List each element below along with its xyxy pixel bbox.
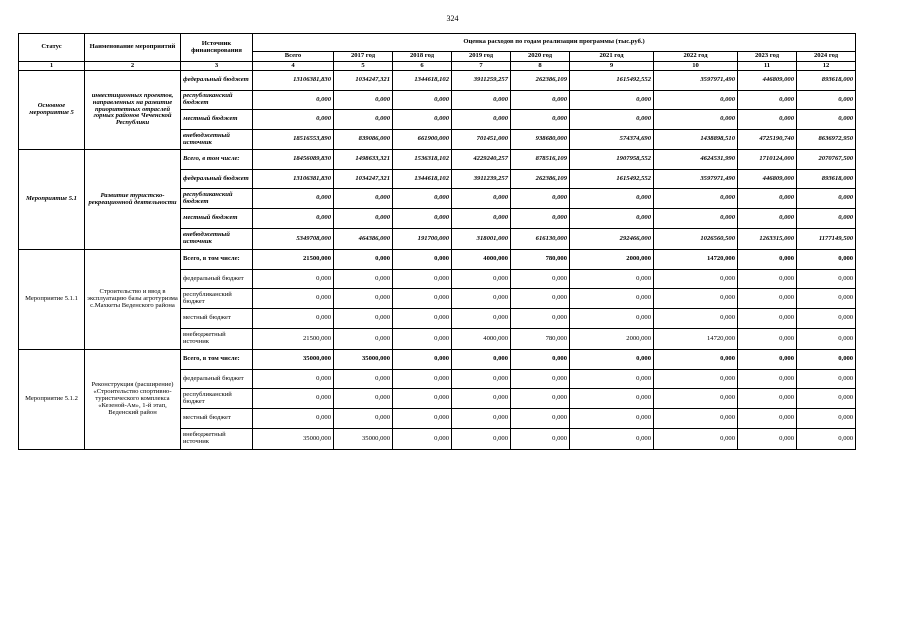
status-cell: Мероприятие 5.1.1 bbox=[19, 250, 85, 350]
amount-cell: 0,000 bbox=[452, 289, 511, 309]
amount-cell: 0,000 bbox=[393, 350, 452, 370]
amount-cell: 0,000 bbox=[570, 110, 654, 130]
amount-cell: 3911239,257 bbox=[452, 170, 511, 189]
amount-cell: 0,000 bbox=[452, 209, 511, 229]
header-year: 2021 год bbox=[570, 52, 654, 62]
amount-cell: 0,000 bbox=[797, 429, 856, 450]
amount-cell: 0,000 bbox=[797, 309, 856, 329]
activity-name-cell: Реконструкция (расширение) «Строительство спортивно-туристического комплекса «Кезеной-Ам», 1-й этап, Веденский район bbox=[85, 350, 181, 450]
amount-cell: 0,000 bbox=[738, 250, 797, 270]
amount-cell: 0,000 bbox=[511, 289, 570, 309]
amount-cell: 1263315,000 bbox=[738, 229, 797, 250]
funding-source-cell: Всего, в том числе: bbox=[181, 350, 253, 370]
amount-cell: 0,000 bbox=[253, 110, 334, 130]
amount-cell: 0,000 bbox=[452, 309, 511, 329]
amount-cell: 780,000 bbox=[511, 250, 570, 270]
amount-cell: 0,000 bbox=[654, 110, 738, 130]
amount-cell: 0,000 bbox=[334, 289, 393, 309]
column-number: 12 bbox=[797, 62, 856, 71]
amount-cell: 0,000 bbox=[570, 429, 654, 450]
table-row bbox=[19, 250, 856, 270]
amount-cell: 4000,000 bbox=[452, 329, 511, 350]
header-year: 2020 год bbox=[511, 52, 570, 62]
amount-cell: 574374,690 bbox=[570, 130, 654, 150]
amount-cell: 839086,000 bbox=[334, 130, 393, 150]
funding-source-cell: республиканский бюджет bbox=[181, 289, 253, 309]
amount-cell: 18456089,830 bbox=[253, 150, 334, 170]
amount-cell: 1177149,500 bbox=[797, 229, 856, 250]
column-number: 11 bbox=[738, 62, 797, 71]
amount-cell: 0,000 bbox=[570, 389, 654, 409]
amount-cell: 938680,000 bbox=[511, 130, 570, 150]
column-number: 1 bbox=[19, 62, 85, 71]
amount-cell: 0,000 bbox=[511, 91, 570, 110]
amount-cell: 0,000 bbox=[393, 270, 452, 289]
amount-cell: 0,000 bbox=[452, 370, 511, 389]
amount-cell: 0,000 bbox=[452, 189, 511, 209]
funding-source-cell: Всего, в том числе: bbox=[181, 250, 253, 270]
amount-cell: 13106381,830 bbox=[253, 71, 334, 91]
amount-cell: 2000,000 bbox=[570, 329, 654, 350]
amount-cell: 0,000 bbox=[334, 270, 393, 289]
amount-cell: 0,000 bbox=[253, 309, 334, 329]
funding-source-cell: федеральный бюджет bbox=[181, 370, 253, 389]
header-name: Наименование мероприятий bbox=[85, 34, 181, 62]
amount-cell: 0,000 bbox=[334, 389, 393, 409]
amount-cell: 0,000 bbox=[738, 389, 797, 409]
amount-cell: 1615492,552 bbox=[570, 71, 654, 91]
funding-source-cell: федеральный бюджет bbox=[181, 270, 253, 289]
amount-cell: 21500,000 bbox=[253, 329, 334, 350]
amount-cell: 780,000 bbox=[511, 329, 570, 350]
header-source: Источник финансирования bbox=[181, 34, 253, 62]
budget-table bbox=[18, 33, 856, 450]
amount-cell: 0,000 bbox=[393, 389, 452, 409]
amount-cell: 1498633,321 bbox=[334, 150, 393, 170]
amount-cell: 0,000 bbox=[334, 309, 393, 329]
status-cell: Основное мероприятие 5 bbox=[19, 71, 85, 150]
amount-cell: 878516,109 bbox=[511, 150, 570, 170]
amount-cell: 35000,000 bbox=[334, 350, 393, 370]
header-year: 2023 год bbox=[738, 52, 797, 62]
amount-cell: 4624531,990 bbox=[654, 150, 738, 170]
amount-cell: 0,000 bbox=[511, 110, 570, 130]
amount-cell: 0,000 bbox=[797, 110, 856, 130]
funding-source-cell: внебюджетный источник bbox=[181, 130, 253, 150]
amount-cell: 1615492,552 bbox=[570, 170, 654, 189]
header-year: 2017 год bbox=[334, 52, 393, 62]
amount-cell: 292466,000 bbox=[570, 229, 654, 250]
amount-cell: 0,000 bbox=[654, 350, 738, 370]
amount-cell: 0,000 bbox=[334, 209, 393, 229]
amount-cell: 0,000 bbox=[570, 209, 654, 229]
amount-cell: 0,000 bbox=[654, 189, 738, 209]
amount-cell: 0,000 bbox=[738, 289, 797, 309]
amount-cell: 0,000 bbox=[570, 370, 654, 389]
amount-cell: 0,000 bbox=[738, 409, 797, 429]
funding-source-cell: республиканский бюджет bbox=[181, 389, 253, 409]
amount-cell: 0,000 bbox=[511, 309, 570, 329]
amount-cell: 893618,000 bbox=[797, 170, 856, 189]
status-cell: Мероприятие 5.1 bbox=[19, 150, 85, 250]
amount-cell: 1536318,102 bbox=[393, 150, 452, 170]
activity-name-cell: Развитие туристско-рекреационной деятельности bbox=[85, 150, 181, 250]
amount-cell: 0,000 bbox=[253, 389, 334, 409]
amount-cell: 661900,000 bbox=[393, 130, 452, 150]
column-number: 10 bbox=[654, 62, 738, 71]
amount-cell: 0,000 bbox=[654, 370, 738, 389]
amount-cell: 0,000 bbox=[738, 429, 797, 450]
amount-cell: 262386,109 bbox=[511, 170, 570, 189]
funding-source-cell: местный бюджет bbox=[181, 309, 253, 329]
amount-cell: 0,000 bbox=[452, 429, 511, 450]
amount-cell: 0,000 bbox=[797, 370, 856, 389]
amount-cell: 0,000 bbox=[334, 189, 393, 209]
amount-cell: 0,000 bbox=[334, 409, 393, 429]
amount-cell: 0,000 bbox=[452, 350, 511, 370]
header-year: 2024 год bbox=[797, 52, 856, 62]
amount-cell: 0,000 bbox=[452, 389, 511, 409]
funding-source-cell: республиканский бюджет bbox=[181, 189, 253, 209]
page-number: 324 bbox=[446, 14, 459, 23]
column-number: 7 bbox=[452, 62, 511, 71]
amount-cell: 0,000 bbox=[570, 91, 654, 110]
amount-cell: 464386,000 bbox=[334, 229, 393, 250]
amount-cell: 35000,000 bbox=[334, 429, 393, 450]
amount-cell: 0,000 bbox=[738, 329, 797, 350]
amount-cell: 0,000 bbox=[253, 91, 334, 110]
amount-cell: 0,000 bbox=[511, 429, 570, 450]
amount-cell: 0,000 bbox=[738, 270, 797, 289]
amount-cell: 0,000 bbox=[253, 189, 334, 209]
amount-cell: 1710124,000 bbox=[738, 150, 797, 170]
amount-cell: 0,000 bbox=[570, 409, 654, 429]
amount-cell: 0,000 bbox=[654, 289, 738, 309]
amount-cell: 0,000 bbox=[570, 350, 654, 370]
amount-cell: 18516553,890 bbox=[253, 130, 334, 150]
amount-cell: 0,000 bbox=[334, 370, 393, 389]
amount-cell: 5349708,000 bbox=[253, 229, 334, 250]
amount-cell: 0,000 bbox=[334, 91, 393, 110]
amount-cell: 0,000 bbox=[570, 289, 654, 309]
amount-cell: 1034247,321 bbox=[334, 170, 393, 189]
funding-source-cell: федеральный бюджет bbox=[181, 71, 253, 91]
column-number: 5 bbox=[334, 62, 393, 71]
amount-cell: 0,000 bbox=[511, 270, 570, 289]
amount-cell: 0,000 bbox=[797, 91, 856, 110]
amount-cell: 318001,000 bbox=[452, 229, 511, 250]
header-year: 2018 год bbox=[393, 52, 452, 62]
amount-cell: 0,000 bbox=[570, 270, 654, 289]
amount-cell: 3597971,490 bbox=[654, 71, 738, 91]
amount-cell: 0,000 bbox=[253, 270, 334, 289]
amount-cell: 0,000 bbox=[393, 370, 452, 389]
amount-cell: 0,000 bbox=[738, 209, 797, 229]
amount-cell: 0,000 bbox=[452, 270, 511, 289]
amount-cell: 13106381,830 bbox=[253, 170, 334, 189]
column-number: 8 bbox=[511, 62, 570, 71]
header-estimate: Оценка расходов по годам реализации программы (тыс.руб.) bbox=[253, 34, 856, 52]
amount-cell: 0,000 bbox=[334, 110, 393, 130]
funding-source-cell: внебюджетный источник bbox=[181, 329, 253, 350]
amount-cell: 0,000 bbox=[738, 309, 797, 329]
amount-cell: 0,000 bbox=[797, 409, 856, 429]
amount-cell: 0,000 bbox=[797, 250, 856, 270]
amount-cell: 1344618,102 bbox=[393, 170, 452, 189]
amount-cell: 0,000 bbox=[511, 409, 570, 429]
amount-cell: 0,000 bbox=[511, 209, 570, 229]
amount-cell: 35000,000 bbox=[253, 350, 334, 370]
amount-cell: 0,000 bbox=[797, 189, 856, 209]
amount-cell: 4725190,740 bbox=[738, 130, 797, 150]
amount-cell: 0,000 bbox=[797, 270, 856, 289]
amount-cell: 0,000 bbox=[654, 429, 738, 450]
amount-cell: 1344618,102 bbox=[393, 71, 452, 91]
amount-cell: 1026560,500 bbox=[654, 229, 738, 250]
funding-source-cell: местный бюджет bbox=[181, 110, 253, 130]
amount-cell: 0,000 bbox=[452, 91, 511, 110]
amount-cell: 0,000 bbox=[797, 350, 856, 370]
amount-cell: 0,000 bbox=[654, 91, 738, 110]
amount-cell: 0,000 bbox=[738, 91, 797, 110]
amount-cell: 21500,000 bbox=[253, 250, 334, 270]
amount-cell: 446809,000 bbox=[738, 71, 797, 91]
amount-cell: 0,000 bbox=[393, 429, 452, 450]
amount-cell: 0,000 bbox=[393, 91, 452, 110]
funding-source-cell: федеральный бюджет bbox=[181, 170, 253, 189]
amount-cell: 4000,000 bbox=[452, 250, 511, 270]
column-number: 9 bbox=[570, 62, 654, 71]
amount-cell: 0,000 bbox=[738, 370, 797, 389]
amount-cell: 893618,000 bbox=[797, 71, 856, 91]
amount-cell: 0,000 bbox=[797, 289, 856, 309]
amount-cell: 0,000 bbox=[654, 309, 738, 329]
amount-cell: 4229240,257 bbox=[452, 150, 511, 170]
amount-cell: 1438898,510 bbox=[654, 130, 738, 150]
amount-cell: 0,000 bbox=[797, 389, 856, 409]
amount-cell: 0,000 bbox=[452, 110, 511, 130]
funding-source-cell: внебюджетный источник bbox=[181, 429, 253, 450]
amount-cell: 35000,000 bbox=[253, 429, 334, 450]
amount-cell: 0,000 bbox=[511, 389, 570, 409]
amount-cell: 0,000 bbox=[738, 350, 797, 370]
table-row bbox=[19, 150, 856, 170]
amount-cell: 0,000 bbox=[738, 110, 797, 130]
amount-cell: 0,000 bbox=[393, 289, 452, 309]
amount-cell: 1034247,321 bbox=[334, 71, 393, 91]
funding-source-cell: местный бюджет bbox=[181, 209, 253, 229]
amount-cell: 0,000 bbox=[253, 370, 334, 389]
header-year: 2019 год bbox=[452, 52, 511, 62]
amount-cell: 0,000 bbox=[393, 209, 452, 229]
amount-cell: 0,000 bbox=[253, 209, 334, 229]
status-cell: Мероприятие 5.1.2 bbox=[19, 350, 85, 450]
amount-cell: 262386,109 bbox=[511, 71, 570, 91]
amount-cell: 0,000 bbox=[253, 289, 334, 309]
amount-cell: 3911259,257 bbox=[452, 71, 511, 91]
funding-source-cell: республиканский бюджет bbox=[181, 91, 253, 110]
header-year: Всего bbox=[253, 52, 334, 62]
column-number: 2 bbox=[85, 62, 181, 71]
amount-cell: 14720,000 bbox=[654, 329, 738, 350]
amount-cell: 701451,000 bbox=[452, 130, 511, 150]
amount-cell: 0,000 bbox=[253, 409, 334, 429]
amount-cell: 616130,000 bbox=[511, 229, 570, 250]
column-number: 4 bbox=[253, 62, 334, 71]
amount-cell: 14720,000 bbox=[654, 250, 738, 270]
amount-cell: 0,000 bbox=[393, 309, 452, 329]
amount-cell: 0,000 bbox=[797, 329, 856, 350]
amount-cell: 1907958,552 bbox=[570, 150, 654, 170]
amount-cell: 0,000 bbox=[393, 110, 452, 130]
amount-cell: 0,000 bbox=[654, 389, 738, 409]
funding-source-cell: Всего, в том числе: bbox=[181, 150, 253, 170]
table-row bbox=[19, 71, 856, 91]
amount-cell: 0,000 bbox=[654, 270, 738, 289]
amount-cell: 0,000 bbox=[654, 409, 738, 429]
amount-cell: 446809,000 bbox=[738, 170, 797, 189]
amount-cell: 0,000 bbox=[511, 370, 570, 389]
amount-cell: 0,000 bbox=[511, 189, 570, 209]
amount-cell: 0,000 bbox=[452, 409, 511, 429]
activity-name-cell: Строительство и ввод в эксплуатацию базы агротуризма с.Махкеты Веденского района bbox=[85, 250, 181, 350]
amount-cell: 0,000 bbox=[570, 309, 654, 329]
header-year: 2022 год bbox=[654, 52, 738, 62]
amount-cell: 0,000 bbox=[570, 189, 654, 209]
amount-cell: 2070767,500 bbox=[797, 150, 856, 170]
column-number: 6 bbox=[393, 62, 452, 71]
funding-source-cell: внебюджетный источник bbox=[181, 229, 253, 250]
header-status: Статус bbox=[19, 34, 85, 62]
amount-cell: 0,000 bbox=[393, 329, 452, 350]
amount-cell: 8636972,950 bbox=[797, 130, 856, 150]
amount-cell: 0,000 bbox=[654, 209, 738, 229]
amount-cell: 0,000 bbox=[334, 250, 393, 270]
column-number: 3 bbox=[181, 62, 253, 71]
amount-cell: 3597971,490 bbox=[654, 170, 738, 189]
amount-cell: 0,000 bbox=[393, 250, 452, 270]
amount-cell: 0,000 bbox=[797, 209, 856, 229]
amount-cell: 0,000 bbox=[393, 409, 452, 429]
activity-name-cell: инвестиционных проектов, направленных на развитие приоритетных отраслей горных районов Чеченской Республики bbox=[85, 71, 181, 150]
amount-cell: 0,000 bbox=[393, 189, 452, 209]
table-body bbox=[19, 71, 856, 450]
amount-cell: 0,000 bbox=[511, 350, 570, 370]
funding-source-cell: местный бюджет bbox=[181, 409, 253, 429]
table-row bbox=[19, 350, 856, 370]
amount-cell: 0,000 bbox=[738, 189, 797, 209]
amount-cell: 2000,000 bbox=[570, 250, 654, 270]
amount-cell: 191700,000 bbox=[393, 229, 452, 250]
amount-cell: 0,000 bbox=[334, 329, 393, 350]
